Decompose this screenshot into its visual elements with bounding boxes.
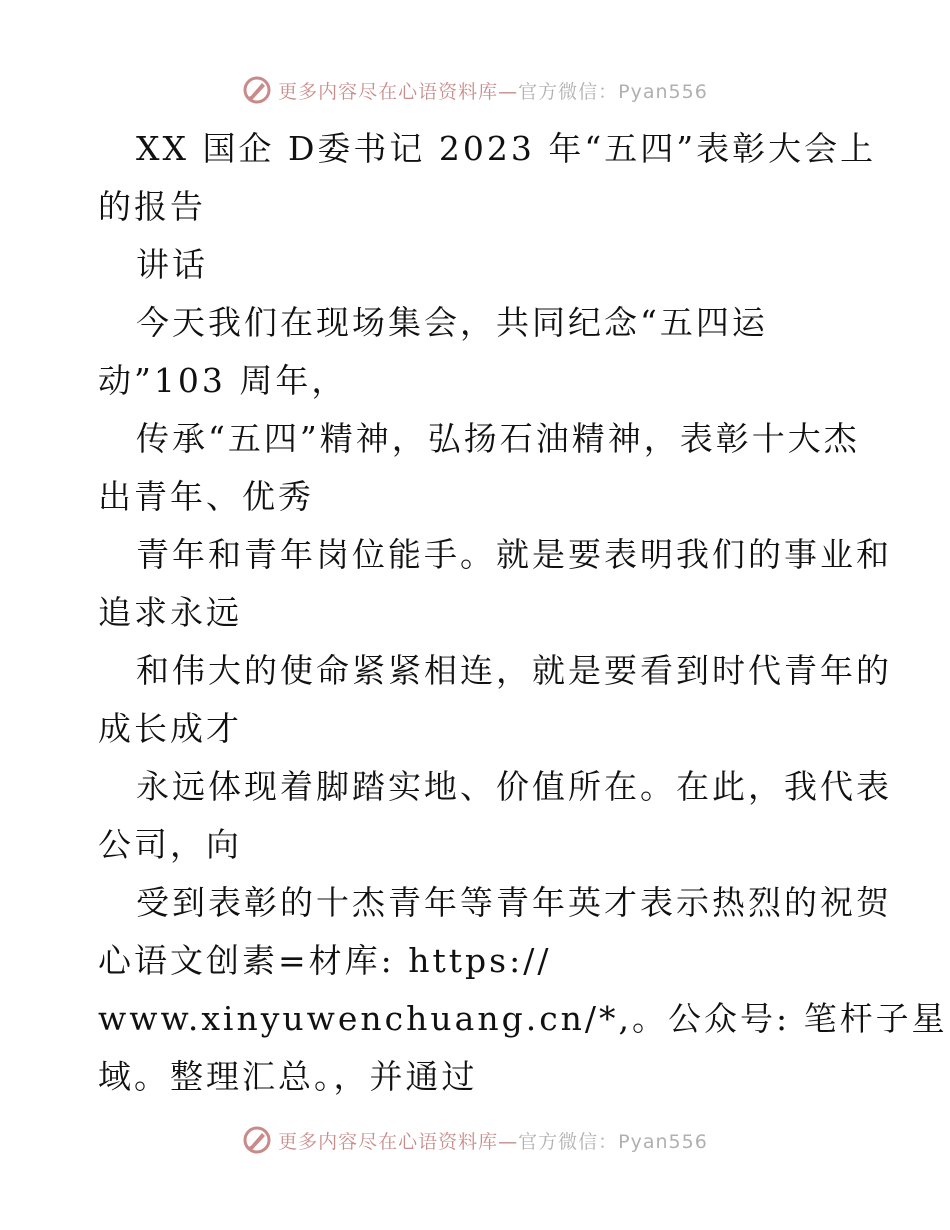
watermark-wechat: 官方微信：Pyan556 <box>518 80 708 103</box>
header-watermark <box>0 70 950 110</box>
paragraph-line: 追求永远 <box>98 593 242 632</box>
watermark-dash: — <box>498 80 519 103</box>
paragraph-line: 动”103 周年， <box>98 361 348 400</box>
paragraph-line: 永远体现着脚踏实地、价值所在。在此，我代表 <box>136 767 892 806</box>
pen-logo-icon <box>242 1125 272 1155</box>
document-body <box>98 120 948 1106</box>
document-title-line-2: 的报告 <box>98 187 206 226</box>
paragraph-line: 出青年、优秀 <box>98 477 314 516</box>
pen-logo-icon <box>242 75 272 105</box>
paragraph-line: 域。整理汇总。，并通过 <box>98 1057 478 1096</box>
paragraph-line: 讲话 <box>136 245 208 284</box>
paragraph-line: 受到表彰的十杰青年等青年英才表示热烈的祝贺 <box>136 883 892 922</box>
watermark-text: 更多内容尽在心语资料库 <box>278 1130 499 1153</box>
paragraph-line: 和伟大的使命紧紧相连，就是要看到时代青年的 <box>136 651 892 690</box>
paragraph-line: www.xinyuwenchuang.cn/*,。公众号: 笔杆子星 <box>98 999 948 1038</box>
footer-watermark <box>0 1120 950 1160</box>
paragraph-line: 心语文创素=材库: https:// <box>98 941 552 980</box>
document-title-line-1: XX 国企 D委书记 2023 年“五四”表彰大会上 <box>136 129 877 168</box>
paragraph-line: 青年和青年岗位能手。就是要表明我们的事业和 <box>136 535 892 574</box>
watermark-dash: — <box>498 1130 519 1153</box>
paragraph-line: 成长成才 <box>98 709 242 748</box>
watermark-text: 更多内容尽在心语资料库 <box>278 80 499 103</box>
paragraph-line: 传承“五四”精神，弘扬石油精神，表彰十大杰 <box>136 419 860 458</box>
paragraph-line: 今天我们在现场集会，共同纪念“五四运 <box>136 303 768 342</box>
watermark-wechat: 官方微信：Pyan556 <box>518 1130 708 1153</box>
paragraph-line: 公司，向 <box>98 825 242 864</box>
